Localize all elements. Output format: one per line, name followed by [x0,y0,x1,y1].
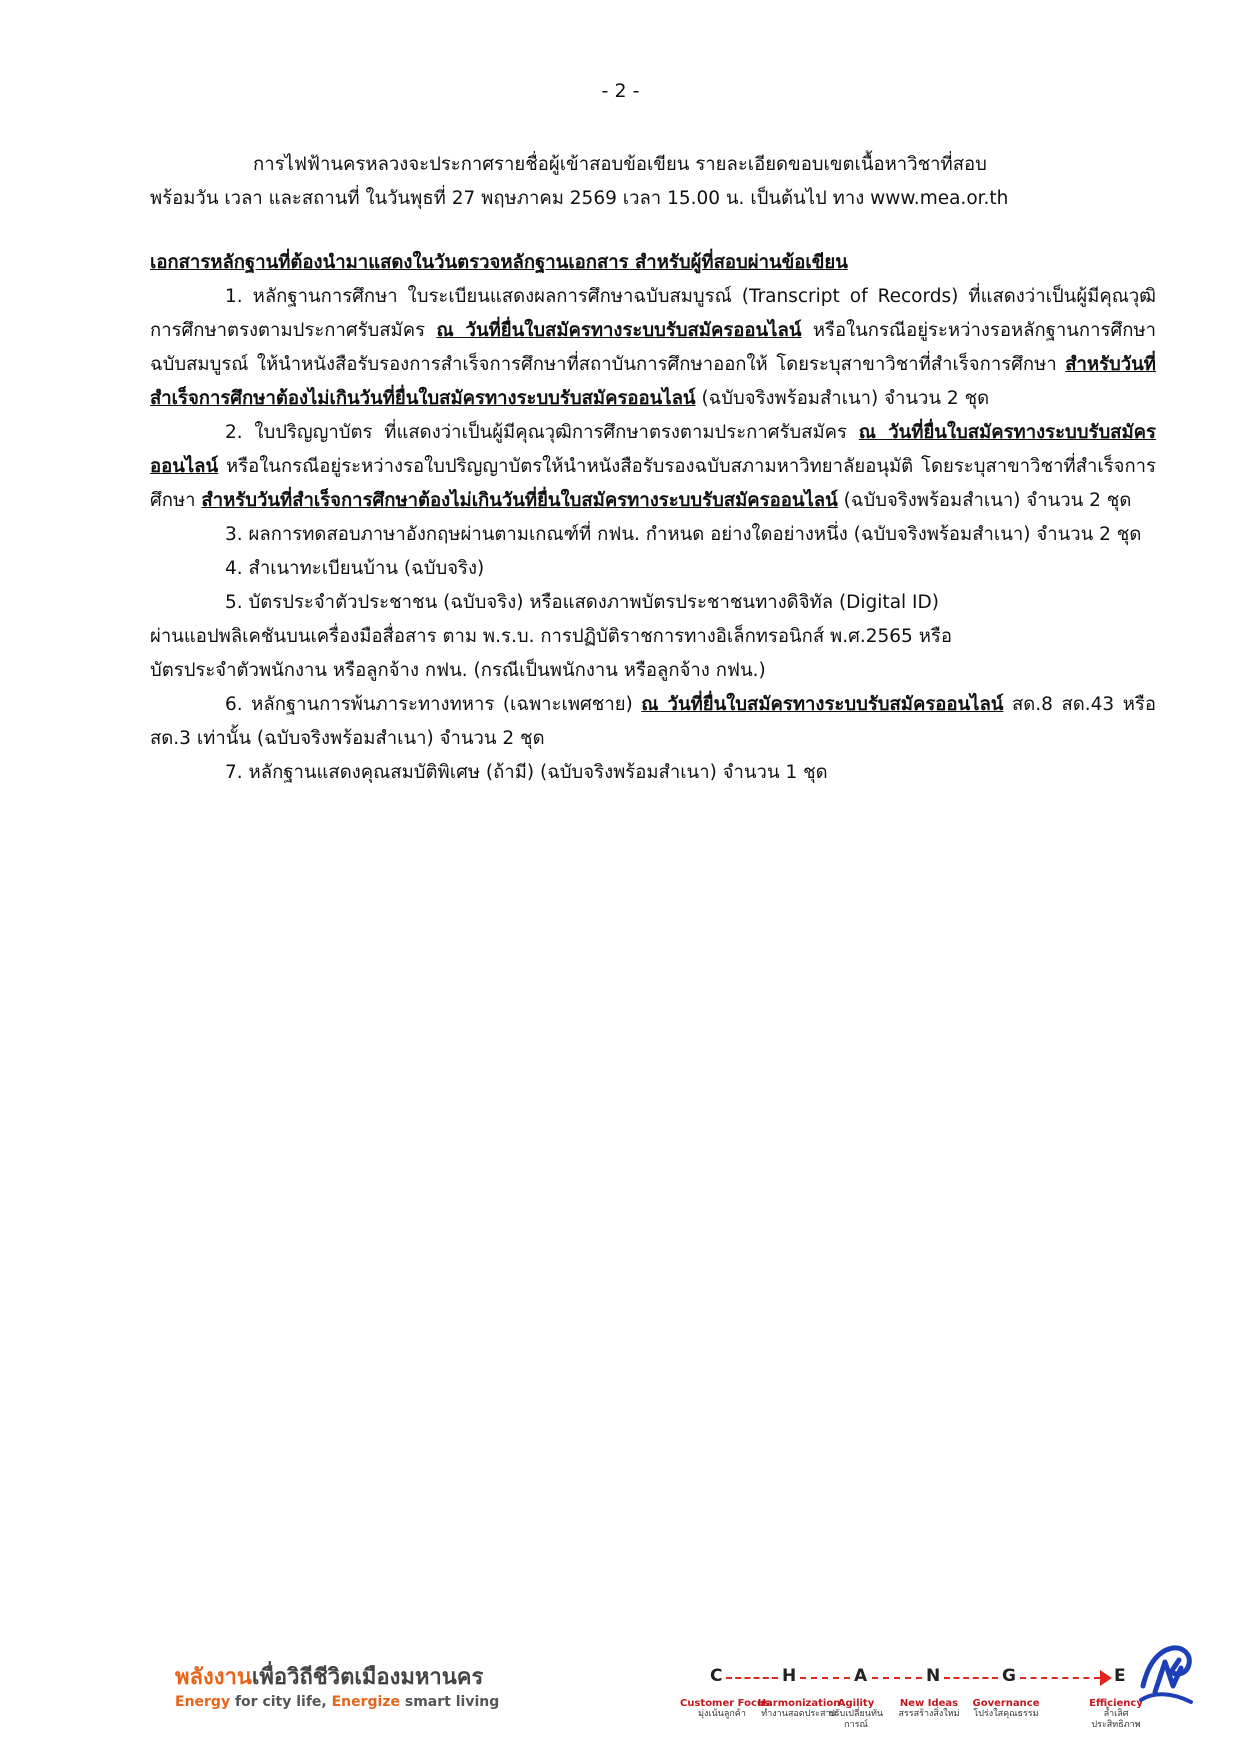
change-letter-n: N [926,1666,941,1686]
section-heading: เอกสารหลักฐานที่ต้องนำมาแสดงในวันตรวจหลักฐานเอกสาร สำหรับผู้ที่สอบผ่านข้อเขียน [150,252,848,273]
value-governance [968,1698,1044,1720]
value-th: ปรับเปลี่ยนทันการณ์ [828,1709,884,1730]
change-dash [944,1677,998,1679]
item-2-text-b: หรือในกรณีอยู่ระหว่างรอใบปริญญาบัตรให้นำหนังสือรับรองฉบับสภามหาวิทยาลัยอนุมัติ โดยระบุสาขาวิชาที่สำเร็จการศึกษา [150,456,1156,511]
document-body [150,246,1156,790]
slogan-english [175,1692,499,1712]
item-6-text-b: สด.8 สด.43 หรือ สด.3 เท่านั้น (ฉบับจริงพร้อมสำเนา) จำนวน 2 ชุด [150,694,1156,749]
value-en: Customer Focus [680,1698,770,1709]
change-dash [872,1677,922,1679]
value-en: Efficiency [1089,1698,1143,1709]
list-item-2 [150,416,1156,518]
value-en: Harmonization [757,1698,841,1709]
item-2-emphasis-b: สำหรับวันที่สำเร็จการศึกษาต้องไม่เกินวันที่ยื่นใบสมัครทางระบบรับสมัครออนไลน์ [201,490,838,511]
intro-line-2: พร้อมวัน เวลา และสถานที่ ในวันพุธที่ 27 พฤษภาคม 2569 เวลา 15.00 น. เป็นต้นไป ทาง www.mea.or.th [150,188,1009,209]
item-1-emphasis-b: สำหรับวันที่สำเร็จการศึกษาต้องไม่เกินวันที่ยื่นใบสมัครทางระบบรับสมัครออนไลน์ [150,354,1156,409]
item-1-text-b: หรือในกรณีอยู่ระหว่างรอหลักฐานการศึกษาฉบับสมบูรณ์ ให้นำหนังสือรับรองการสำเร็จการศึกษาที่สถาบันการศึกษาออกให้ โดยระบุสาขาวิชาที่สำเร็จการศึกษา [150,320,1156,375]
change-dash [800,1677,850,1679]
list-item-5 [150,586,1156,688]
item-5-line-3: บัตรประจำตัวพนักงาน หรือลูกจ้าง กฟน. (กรณีเป็นพนักงาน หรือลูกจ้าง กฟน.) [150,660,766,681]
page-number: - 2 - [601,80,640,102]
list-item-1 [150,280,1156,416]
change-values-banner [680,1642,1200,1742]
item-5-line-2: ผ่านแอปพลิเคชันบนเครื่องมือสื่อสาร ตาม พ.ร.บ. การปฏิบัติราชการทางอิเล็กทรอนิกส์ พ.ศ.2565 หรือ [150,626,952,647]
value-th: สรรสร้างสิ่งใหม่ [898,1709,960,1719]
value-th: ทำงานสอดประสาน [761,1709,837,1719]
slogan-thai [175,1664,499,1692]
list-item-3: 3. ผลการทดสอบภาษาอังกฤษผ่านตามเกณฑ์ที่ กฟน. กำหนด อย่างใดอย่างหนึ่ง (ฉบับจริงพร้อมสำเนา) จำนวน 2 ชุด [225,524,1142,545]
slogan-thai-rest: เพื่อวิถีชีวิตเมืองมหานคร [251,1665,484,1690]
change-dash [1020,1677,1100,1679]
value-en: New Ideas [899,1698,959,1709]
list-item-4: 4. สำเนาทะเบียนบ้าน (ฉบับจริง) [225,558,485,579]
list-item-7: 7. หลักฐานแสดงคุณสมบัติพิเศษ (ถ้ามี) (ฉบับจริงพร้อมสำเนา) จำนวน 1 ชุด [225,762,828,783]
value-th: มุ่งเน้นลูกค้า [698,1709,746,1719]
item-1-text-c: (ฉบับจริงพร้อมสำเนา) จำนวน 2 ชุด [695,388,990,409]
change-letter-g: G [1002,1666,1016,1686]
item-2-emphasis-a: ณ วันที่ยื่นใบสมัครทางระบบรับสมัครออนไลน์ [150,422,1156,477]
item-2-text-a: 2. ใบปริญญาบัตร ที่แสดงว่าเป็นผู้มีคุณวุฒิการศึกษาตรงตามประกาศรับสมัคร [225,422,859,443]
value-customer-focus [680,1698,770,1720]
change-letter-c: C [710,1666,723,1686]
slogan-thai-accent: พลังงาน [175,1665,252,1690]
change-dash [726,1677,778,1679]
intro-line-1: การไฟฟ้านครหลวงจะประกาศรายชื่อผู้เข้าสอบข้อเขียน รายละเอียดขอบเขตเนื้อหาวิชาที่สอบ [253,154,987,175]
footer-slogan [175,1664,499,1712]
change-letter-e: E [1114,1666,1126,1686]
item-2-text-c: (ฉบับจริงพร้อมสำเนา) จำนวน 2 ชุด [837,490,1132,511]
item-1-emphasis-a: ณ วันที่ยื่นใบสมัครทางระบบรับสมัครออนไลน์ [436,320,802,341]
value-en: Governance [972,1698,1040,1709]
item-1-text-a: 1. หลักฐานการศึกษา ใบระเบียนแสดงผลการศึกษาฉบับสมบูรณ์ (Transcript of Records) ที่แสดงว่าเป็นผู้มีคุณวุฒิการศึกษาตรงตามประกาศรับสมัคร [150,286,1156,341]
item-5-line-1: 5. บัตรประจำตัวประชาชน (ฉบับจริง) หรือแสดงภาพบัตรประชาชนทางดิจิทัล (Digital ID) [225,592,939,613]
item-6-emphasis: ณ วันที่ยื่นใบสมัครทางระบบรับสมัครออนไลน์ [641,694,1004,715]
intro-paragraph [150,148,1110,216]
value-agility [826,1698,886,1731]
value-th: ล้ำเลิศประสิทธิภาพ [1091,1709,1141,1730]
slogan-en-part-2: for city life, [230,1694,332,1710]
value-new-ideas [896,1698,962,1720]
item-6-text-a: 6. หลักฐานการพ้นภาระทางทหาร (เฉพาะเพศชาย) [225,694,642,715]
slogan-en-part-3: Energize [331,1694,401,1710]
value-th: โปร่งใสคุณธรรม [973,1709,1039,1719]
mea-logo-icon [1135,1642,1197,1712]
slogan-en-part-4: smart living [400,1694,500,1710]
arrow-right-icon [1100,1670,1112,1686]
change-letter-h: H [782,1666,797,1686]
change-acronym-row [700,1666,1160,1690]
slogan-en-part-1: Energy [175,1694,231,1710]
change-letter-a: A [854,1666,868,1686]
list-item-6 [150,688,1156,756]
value-en: Agility [837,1698,875,1709]
